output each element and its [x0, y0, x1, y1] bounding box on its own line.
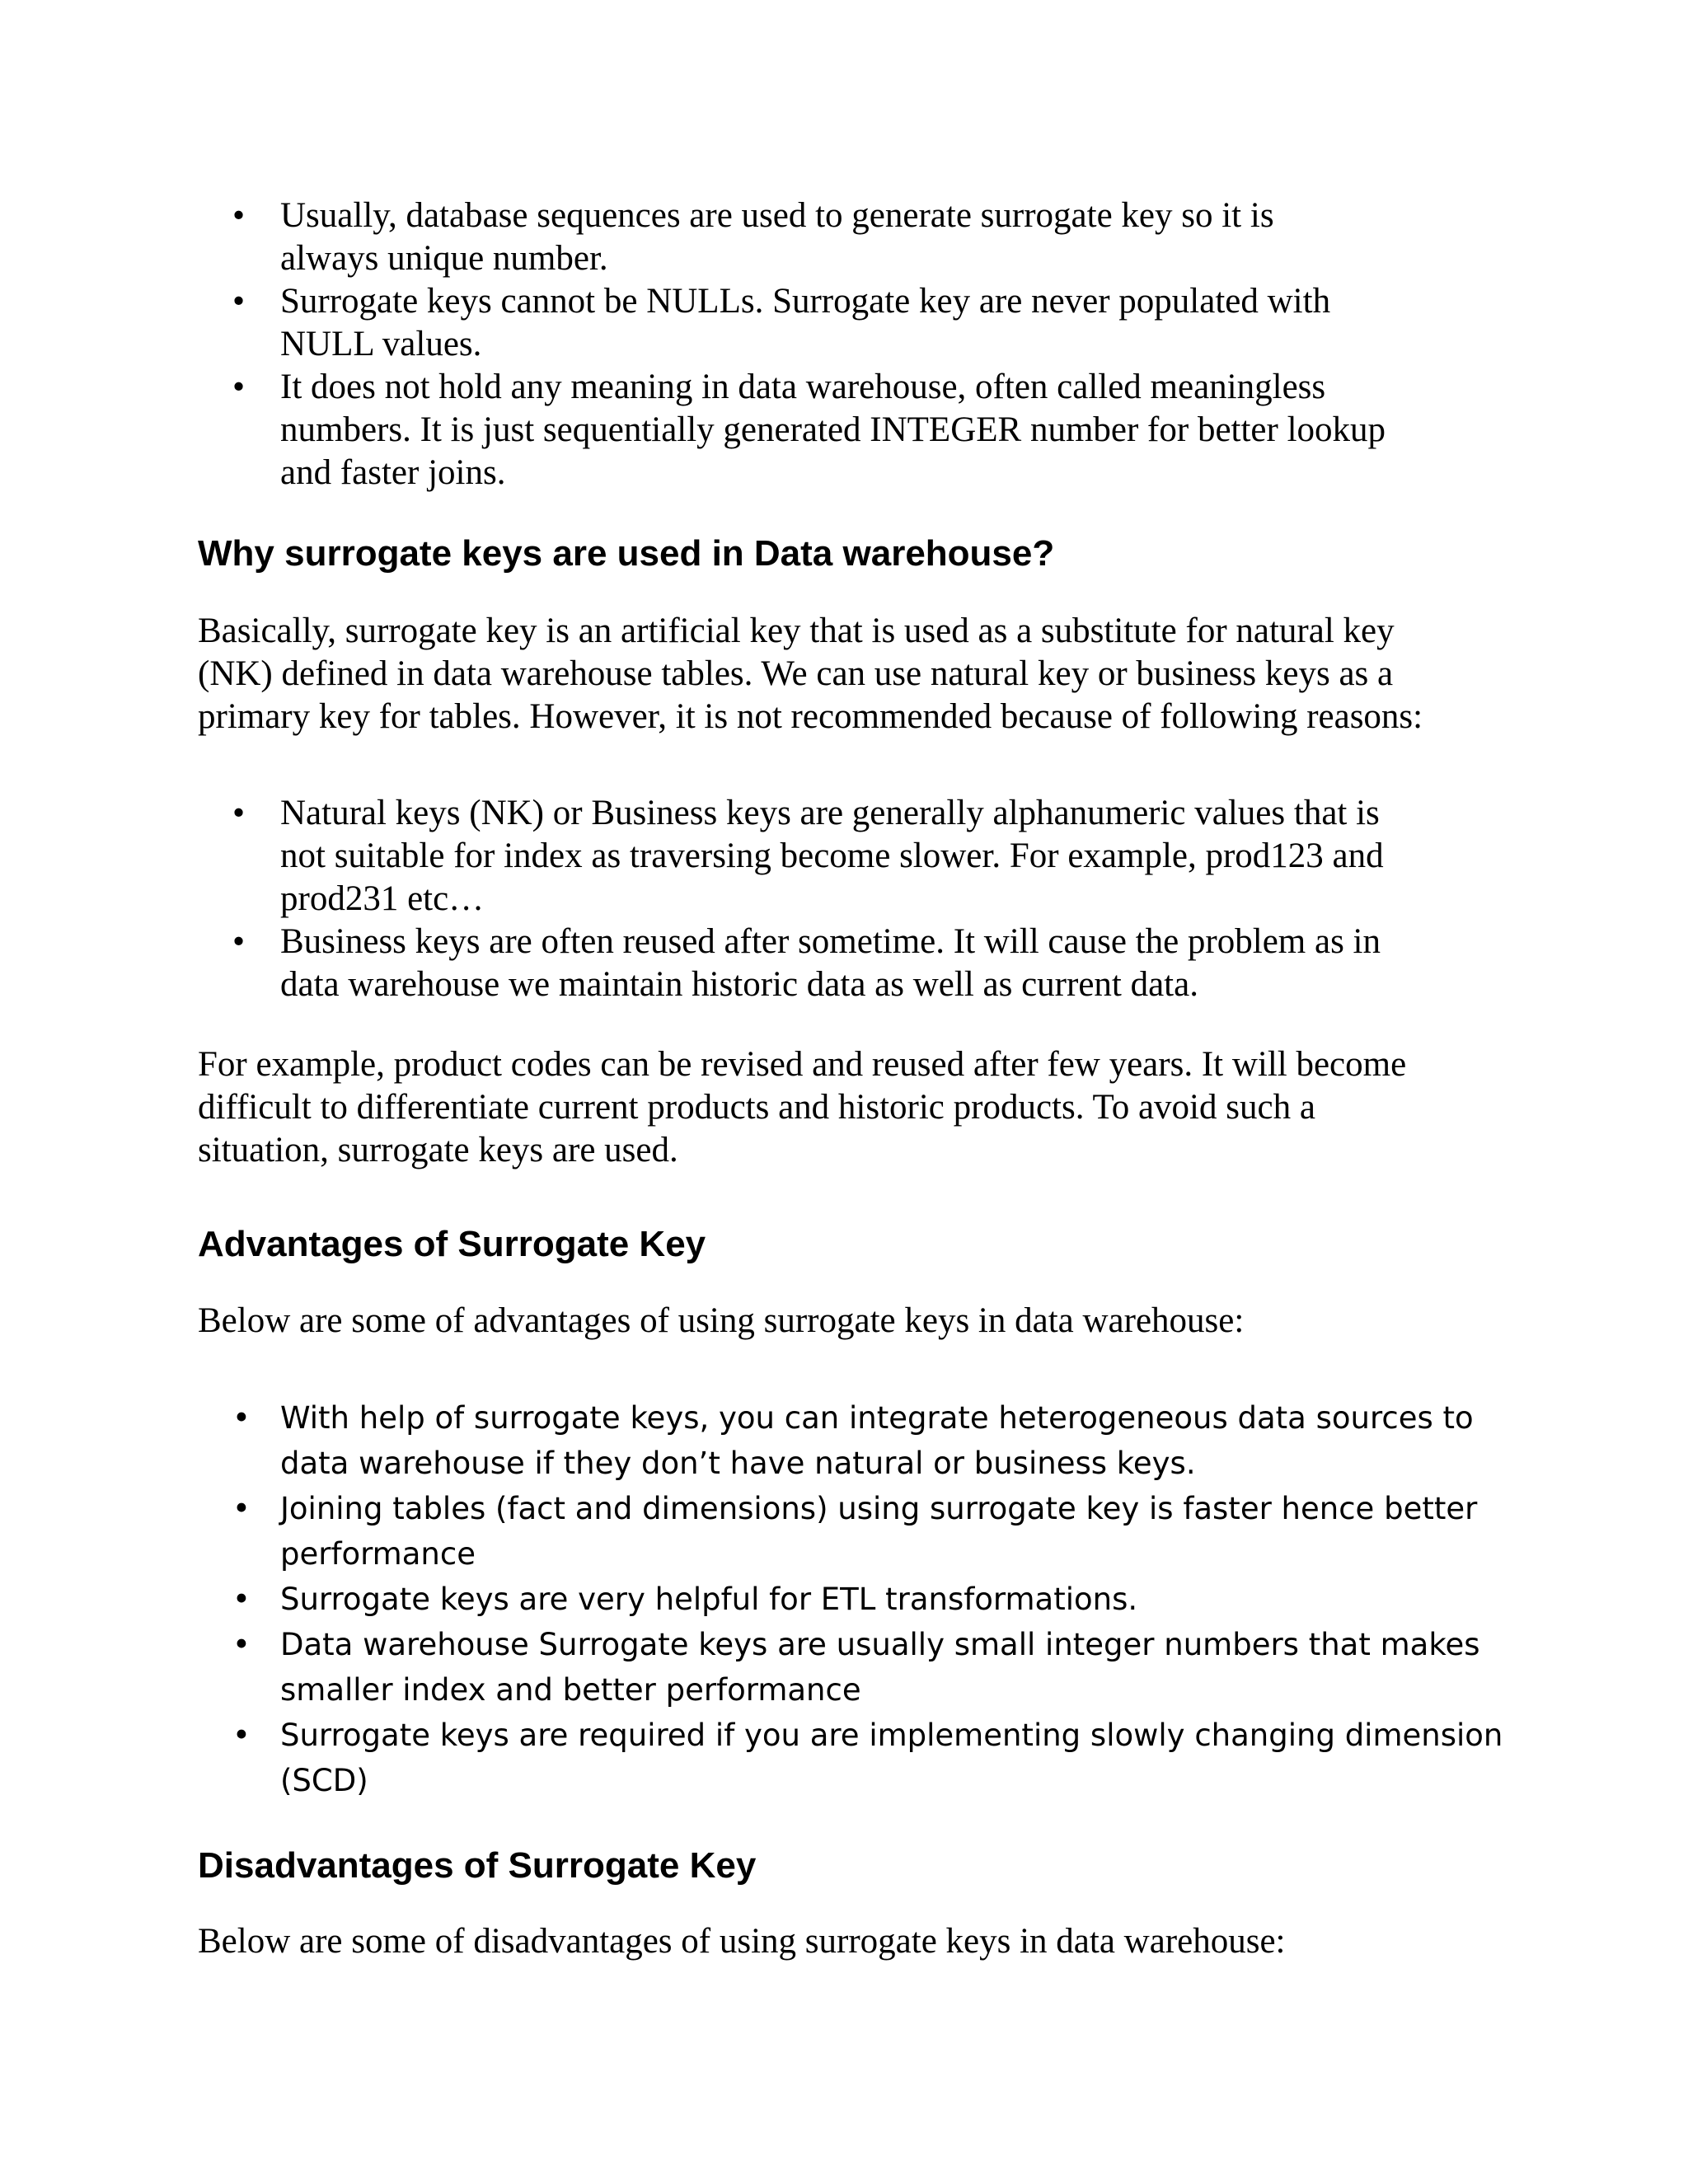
bullet-icon: •: [232, 1627, 251, 1662]
list-item-line: Natural keys (NK) or Business keys are generally alphanumeric values that is: [280, 794, 1380, 832]
bullet-icon: •: [232, 1491, 251, 1526]
list-item-line: data warehouse we maintain historic data as well as current data.: [280, 965, 1198, 1004]
bullet-icon: •: [232, 794, 246, 832]
list-item-line: Business keys are often reused after sometime. It will cause the problem as in: [280, 922, 1381, 961]
paragraph-line: Basically, surrogate key is an artificial key that is used as a substitute for natural key: [198, 612, 1395, 650]
why-bullet-list: [198, 792, 1517, 1006]
bullet-icon: •: [232, 282, 246, 321]
paragraph-line: difficult to differentiate current products and historic products. To avoid such a: [198, 1088, 1315, 1127]
list-item-line: Surrogate keys are required if you are implementing slowly changing dimension: [280, 1718, 1503, 1753]
advantages-bullet-list: [198, 1395, 1517, 1803]
list-item: [198, 1622, 1517, 1713]
list-item-line: numbers. It is just sequentially generated INTEGER number for better lookup: [280, 410, 1386, 449]
list-item: [198, 280, 1517, 366]
bullet-icon: •: [232, 368, 246, 406]
paragraph-line: For example, product codes can be revised and reused after few years. It will become: [198, 1045, 1407, 1084]
bullet-icon: •: [232, 1400, 251, 1436]
paragraph-line: Below are some of advantages of using surrogate keys in data warehouse:: [198, 1301, 1245, 1340]
paragraph-line: Below are some of disadvantages of using surrogate keys in data warehouse:: [198, 1922, 1286, 1961]
advantages-heading: Advantages of Surrogate Key: [198, 1224, 706, 1264]
list-item: [198, 194, 1517, 280]
why-heading: Why surrogate keys are used in Data warehouse?: [198, 533, 1055, 574]
paragraph-line: (NK) defined in data warehouse tables. We can use natural key or business keys as a: [198, 654, 1394, 693]
list-item: [198, 1486, 1517, 1577]
list-item-line: NULL values.: [280, 325, 482, 363]
paragraph-line: primary key for tables. However, it is not recommended because of following reasons:: [198, 697, 1423, 736]
paragraph-line: situation, surrogate keys are used.: [198, 1131, 678, 1169]
list-item: [198, 921, 1517, 1006]
list-item-line: performance: [280, 1536, 476, 1572]
list-item-line: Surrogate keys are very helpful for ETL transformations.: [280, 1582, 1138, 1617]
list-item-line: Data warehouse Surrogate keys are usually small integer numbers that makes: [280, 1627, 1480, 1662]
list-item: [198, 792, 1517, 921]
why-paragraph: [198, 610, 1517, 738]
list-item-line: data warehouse if they don’t have natural or business keys.: [280, 1446, 1196, 1481]
list-item: [198, 1577, 1517, 1622]
list-item-line: and faster joins.: [280, 453, 506, 492]
bullet-icon: •: [232, 922, 246, 961]
list-item: [198, 1713, 1517, 1803]
list-item-line: Joining tables (fact and dimensions) using surrogate key is faster hence better: [280, 1491, 1478, 1526]
bullet-icon: •: [232, 1718, 251, 1753]
list-item-line: With help of surrogate keys, you can integrate heterogeneous data sources to: [280, 1400, 1474, 1436]
disadvantages-intro: [198, 1920, 1517, 1963]
list-item-line: smaller index and better performance: [280, 1672, 861, 1708]
list-item-line: It does not hold any meaning in data warehouse, often called meaningless: [280, 368, 1326, 406]
why-closing-paragraph: [198, 1043, 1517, 1172]
list-item-line: Surrogate keys cannot be NULLs. Surrogate key are never populated with: [280, 282, 1331, 321]
list-item-line: prod231 etc…: [280, 879, 485, 918]
list-item-line: Usually, database sequences are used to generate surrogate key so it is: [280, 196, 1274, 235]
bullet-icon: •: [232, 196, 246, 235]
list-item-line: always unique number.: [280, 239, 608, 278]
disadvantages-heading: Disadvantages of Surrogate Key: [198, 1845, 757, 1886]
bullet-icon: •: [232, 1582, 251, 1617]
list-item: [198, 1395, 1517, 1486]
list-item: [198, 366, 1517, 494]
list-item-line: (SCD): [280, 1763, 368, 1798]
list-item-line: not suitable for index as traversing become slower. For example, prod123 and: [280, 837, 1384, 875]
intro-bullet-list: [198, 194, 1517, 494]
advantages-intro: [198, 1300, 1517, 1343]
